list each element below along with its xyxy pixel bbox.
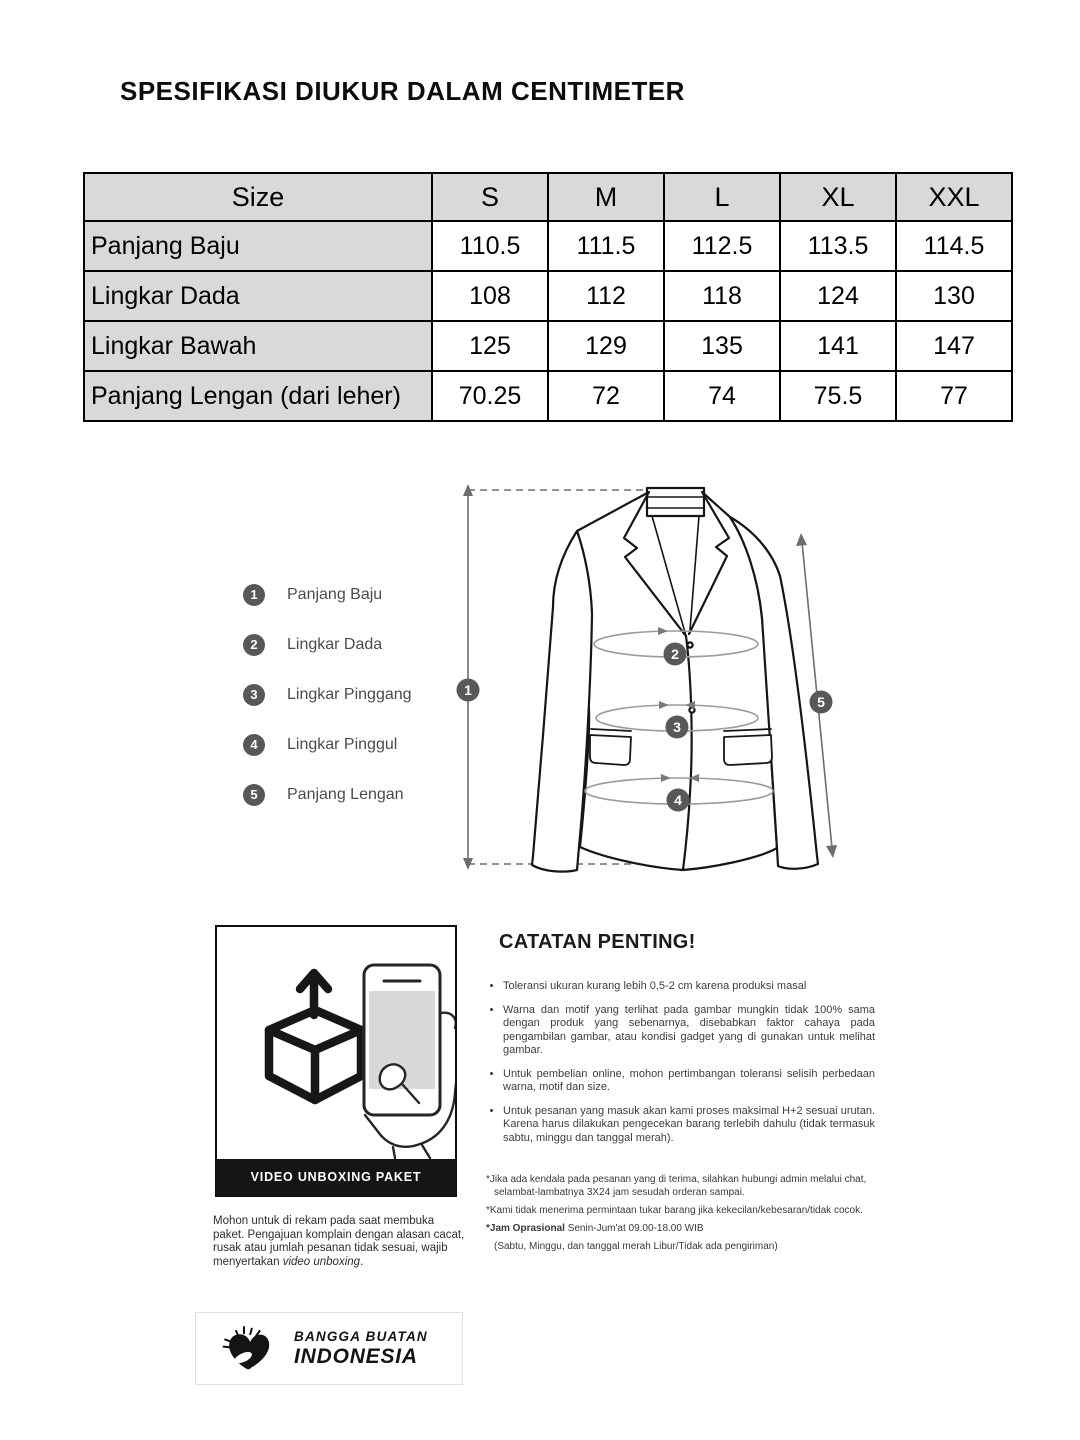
table-row	[84, 221, 1012, 271]
unboxing-caption-bar: VIDEO UNBOXING PAKET	[217, 1159, 455, 1195]
unboxing-note-text: Mohon untuk di rekam pada saat membuka paket. Pengajuan komplain dengan alasan cacat, rusak atau jumlah pesanan tidak sesuai, wajib menyertakan	[213, 1215, 465, 1268]
table-cell: 124	[780, 271, 896, 321]
arrow-up-icon	[300, 973, 328, 1015]
footnote-operational-rest: Senin-Jum'at 09.00-18.00 WIB	[564, 1223, 704, 1234]
legend-badge-5: 5	[243, 784, 265, 806]
footnote: *Kami tidak menerima permintaan tukar barang jika kekecilan/kebesaran/tidak cocok.	[486, 1205, 863, 1216]
brand-card	[195, 1312, 463, 1385]
table-cell: 75.5	[780, 371, 896, 421]
table-cell: 77	[896, 371, 1012, 421]
table-row	[84, 271, 1012, 321]
unboxing-note-period: .	[360, 1255, 364, 1268]
table-header-m: M	[548, 173, 664, 221]
legend-item	[243, 634, 412, 656]
unboxing-note-italic: video unboxing	[282, 1255, 361, 1268]
table-row	[84, 371, 1012, 421]
table-cell: 114.5	[896, 221, 1012, 271]
size-table-header-row	[84, 173, 1012, 221]
table-cell: 72	[548, 371, 664, 421]
table-header-l: L	[664, 173, 780, 221]
table-cell: 125	[432, 321, 548, 371]
table-row	[84, 321, 1012, 371]
row-label: Lingkar Bawah	[84, 321, 432, 371]
table-cell: 111.5	[548, 221, 664, 271]
brand-line-1: BANGGA BUATAN	[294, 1328, 428, 1344]
table-cell: 110.5	[432, 221, 548, 271]
row-label: Panjang Lengan (dari leher)	[84, 371, 432, 421]
jacket-collar-band	[647, 488, 704, 516]
jacket-button	[687, 642, 692, 647]
table-header-xxl: XXL	[896, 173, 1012, 221]
legend-label: Lingkar Dada	[287, 636, 383, 653]
table-cell: 129	[548, 321, 664, 371]
legend-badge-2: 2	[243, 634, 265, 656]
legend-item	[243, 684, 412, 706]
legend-badge-3: 3	[243, 684, 265, 706]
unboxing-illustration	[217, 927, 455, 1159]
table-cell: 70.25	[432, 371, 548, 421]
legend-badge-4: 4	[243, 734, 265, 756]
footnote-operational-bold: *Jam Oprasional	[486, 1223, 565, 1234]
table-cell: 74	[664, 371, 780, 421]
page-title: SPESIFIKASI DIUKUR DALAM CENTIMETER	[120, 76, 685, 106]
legend-label: Lingkar Pinggul	[287, 736, 398, 753]
legend-badge-1: 1	[243, 584, 265, 606]
unboxing-note	[213, 1215, 467, 1269]
unboxing-card	[215, 925, 457, 1197]
brand-line-2: INDONESIA	[294, 1344, 418, 1368]
table-header-xl: XL	[780, 173, 896, 221]
box-icon	[269, 1010, 361, 1100]
legend-label: Panjang Baju	[287, 586, 383, 603]
footnote-operational-line2: (Sabtu, Minggu, dan tanggal merah Libur/Tidak ada pengiriman)	[494, 1241, 778, 1252]
legend-label: Panjang Lengan	[287, 786, 404, 803]
notes-heading: CATATAN PENTING!	[499, 931, 696, 953]
logo-heart	[229, 1334, 269, 1369]
note-bullet: • Warna dan motif yang terlihat pada gambar mungkin tidak 100% sama dengan produk yang sebenarnya, disebabkan faktor cahaya pada pengambilan gambar, atau kondisi gadget yang di gunakan untuk melihat gambar.	[503, 1004, 875, 1058]
note-bullet: • Untuk pembelian online, mohon pertimbangan toleransi selisih perbedaan warna, motif dan size.	[503, 1068, 875, 1095]
table-cell: 118	[664, 271, 780, 321]
footnote: *Jika ada kendala pada pesanan yang di terima, silahkan hubungi admin melalui chat, selambat-lambatnya 3X24 jam sesudah orderan sampai.	[486, 1174, 867, 1198]
table-cell: 130	[896, 271, 1012, 321]
diagram-badge-1: 1	[464, 682, 472, 698]
legend-item	[243, 784, 412, 806]
table-cell: 135	[664, 321, 780, 371]
table-cell: 112	[548, 271, 664, 321]
diagram-badge-5: 5	[817, 694, 825, 710]
note-bullet: • Untuk pesanan yang masuk akan kami proses maksimal H+2 sesuai urutan. Karena harus dilakukan pengecekan barang terlebih dahulu (tidak termasuk sabtu, minggu dan tanggal merah).	[503, 1105, 875, 1146]
measurement-legend	[243, 584, 412, 834]
brand-text	[294, 1329, 428, 1369]
table-cell: 147	[896, 321, 1012, 371]
table-cell: 108	[432, 271, 548, 321]
table-cell: 112.5	[664, 221, 780, 271]
jacket-measurement-diagram	[440, 478, 862, 906]
legend-item	[243, 734, 412, 756]
table-cell: 141	[780, 321, 896, 371]
diagram-badge-4: 4	[674, 792, 682, 808]
row-label: Panjang Baju	[84, 221, 432, 271]
bangga-buatan-indonesia-logo	[222, 1324, 280, 1374]
legend-item	[243, 584, 412, 606]
table-cell: 113.5	[780, 221, 896, 271]
diagram-badge-3: 3	[673, 719, 681, 735]
table-header-s: S	[432, 173, 548, 221]
phone-icon	[364, 965, 440, 1115]
row-label: Lingkar Dada	[84, 271, 432, 321]
size-table	[83, 172, 1013, 422]
diagram-badge-2: 2	[671, 646, 679, 662]
footnote-operational	[486, 1222, 884, 1235]
footnotes	[486, 1173, 884, 1253]
legend-label: Lingkar Pinggang	[287, 686, 412, 703]
notes-list	[486, 980, 875, 1155]
jacket-outline	[532, 488, 818, 872]
note-bullet: • Toleransi ukuran kurang lebih 0,5-2 cm karena produksi masal	[503, 980, 875, 994]
table-header-size: Size	[84, 173, 432, 221]
